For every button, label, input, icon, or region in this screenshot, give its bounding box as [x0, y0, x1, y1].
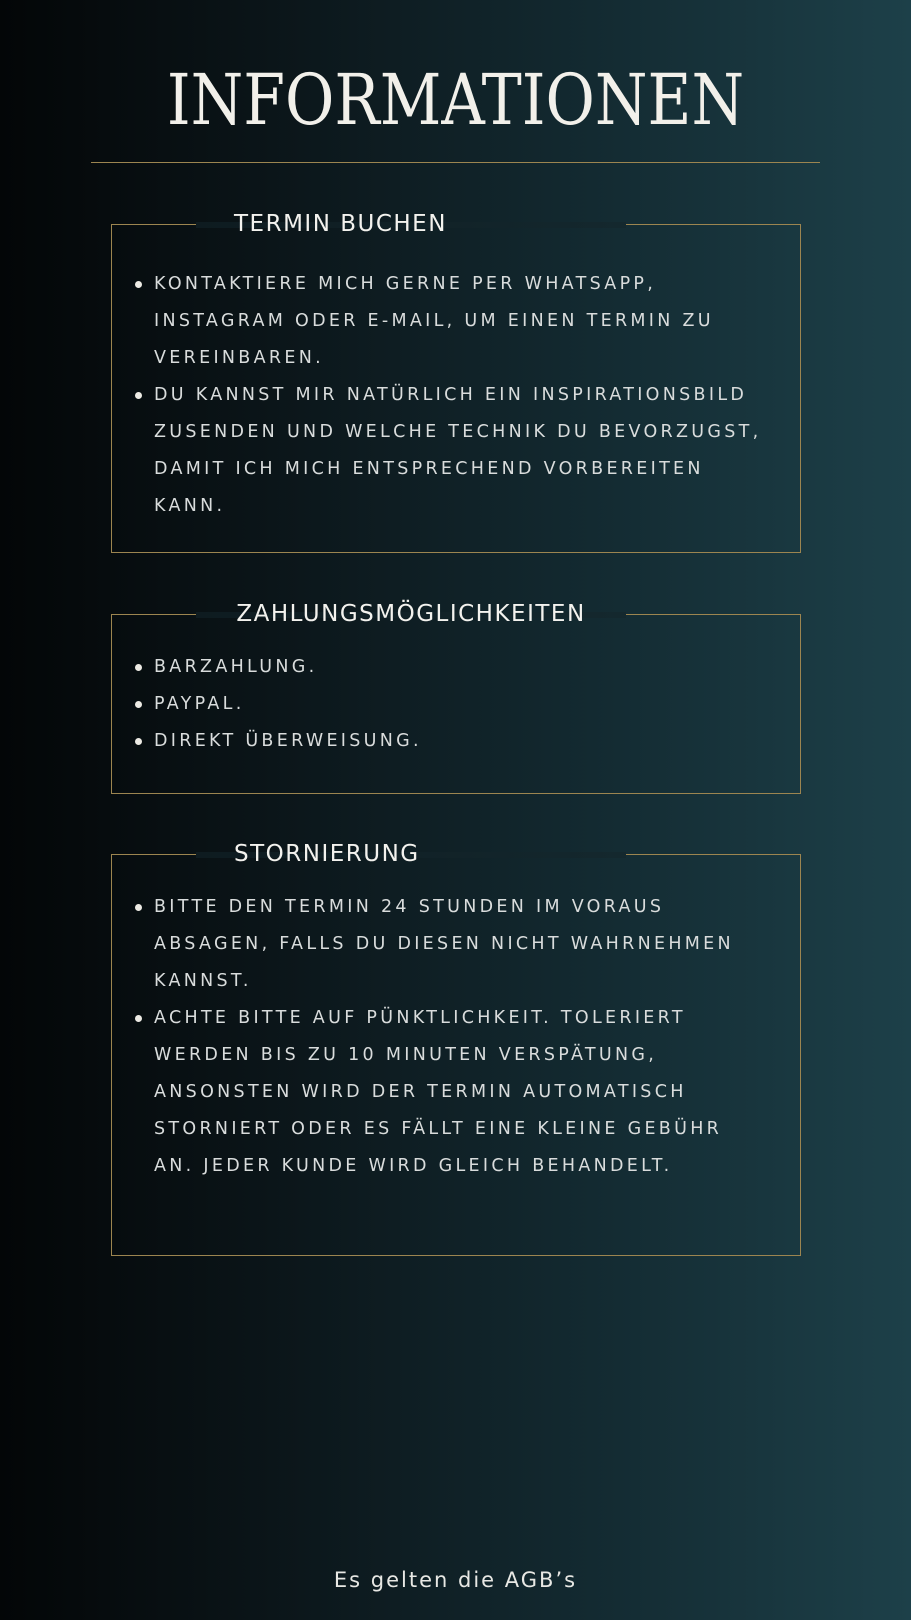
list-item: DIREKT ÜBERWEISUNG. [132, 723, 780, 760]
section-heading: STORNIERUNG [234, 841, 420, 867]
section-heading-wrap [196, 839, 626, 869]
section-heading-wrap [196, 599, 626, 629]
bullet-list [132, 889, 760, 1185]
title-divider [91, 162, 820, 163]
section-zahlungsmoeglichkeiten [111, 601, 801, 794]
list-item: KONTAKTIERE MICH GERNE PER WHATSAPP, INSTAGRAM ODER E-MAIL, UM EINEN TERMIN ZU VEREINBAREN. [132, 266, 772, 377]
list-item: BITTE DEN TERMIN 24 STUNDEN IM VORAUS ABSAGEN, FALLS DU DIESEN NICHT WAHRNEHMEN KANNST. [132, 889, 760, 1000]
section-heading-wrap [196, 209, 626, 239]
bullet-list [132, 266, 772, 525]
list-item: ACHTE BITTE AUF PÜNKTLICHKEIT. TOLERIERT WERDEN BIS ZU 10 MINUTEN VERSPÄTUNG, ANSONSTEN WIRD DER TERMIN AUTOMATISCH STORNIERT ODER ES FÄLLT EINE KLEINE GEBÜHR AN. JEDER KUNDE WIRD GLEICH BEHANDELT. [132, 1000, 760, 1185]
section-heading: TERMIN BUCHEN [234, 211, 447, 237]
bullet-list [132, 649, 780, 760]
list-item: DU KANNST MIR NATÜRLICH EIN INSPIRATIONSBILD ZUSENDEN UND WELCHE TECHNIK DU BEVORZUGST, DAMIT ICH MICH ENTSPRECHEND VORBEREITEN KANN. [132, 377, 772, 525]
list-item: PAYPAL. [132, 686, 780, 723]
section-termin-buchen [111, 211, 801, 553]
list-item: BARZAHLUNG. [132, 649, 780, 686]
page-title: INFORMATIONEN [166, 59, 745, 141]
footer-note: Es gelten die AGB’s [333, 1568, 578, 1592]
section-stornierung [111, 841, 801, 1256]
section-heading: ZAHLUNGSMÖGLICHKEITEN [236, 601, 586, 627]
